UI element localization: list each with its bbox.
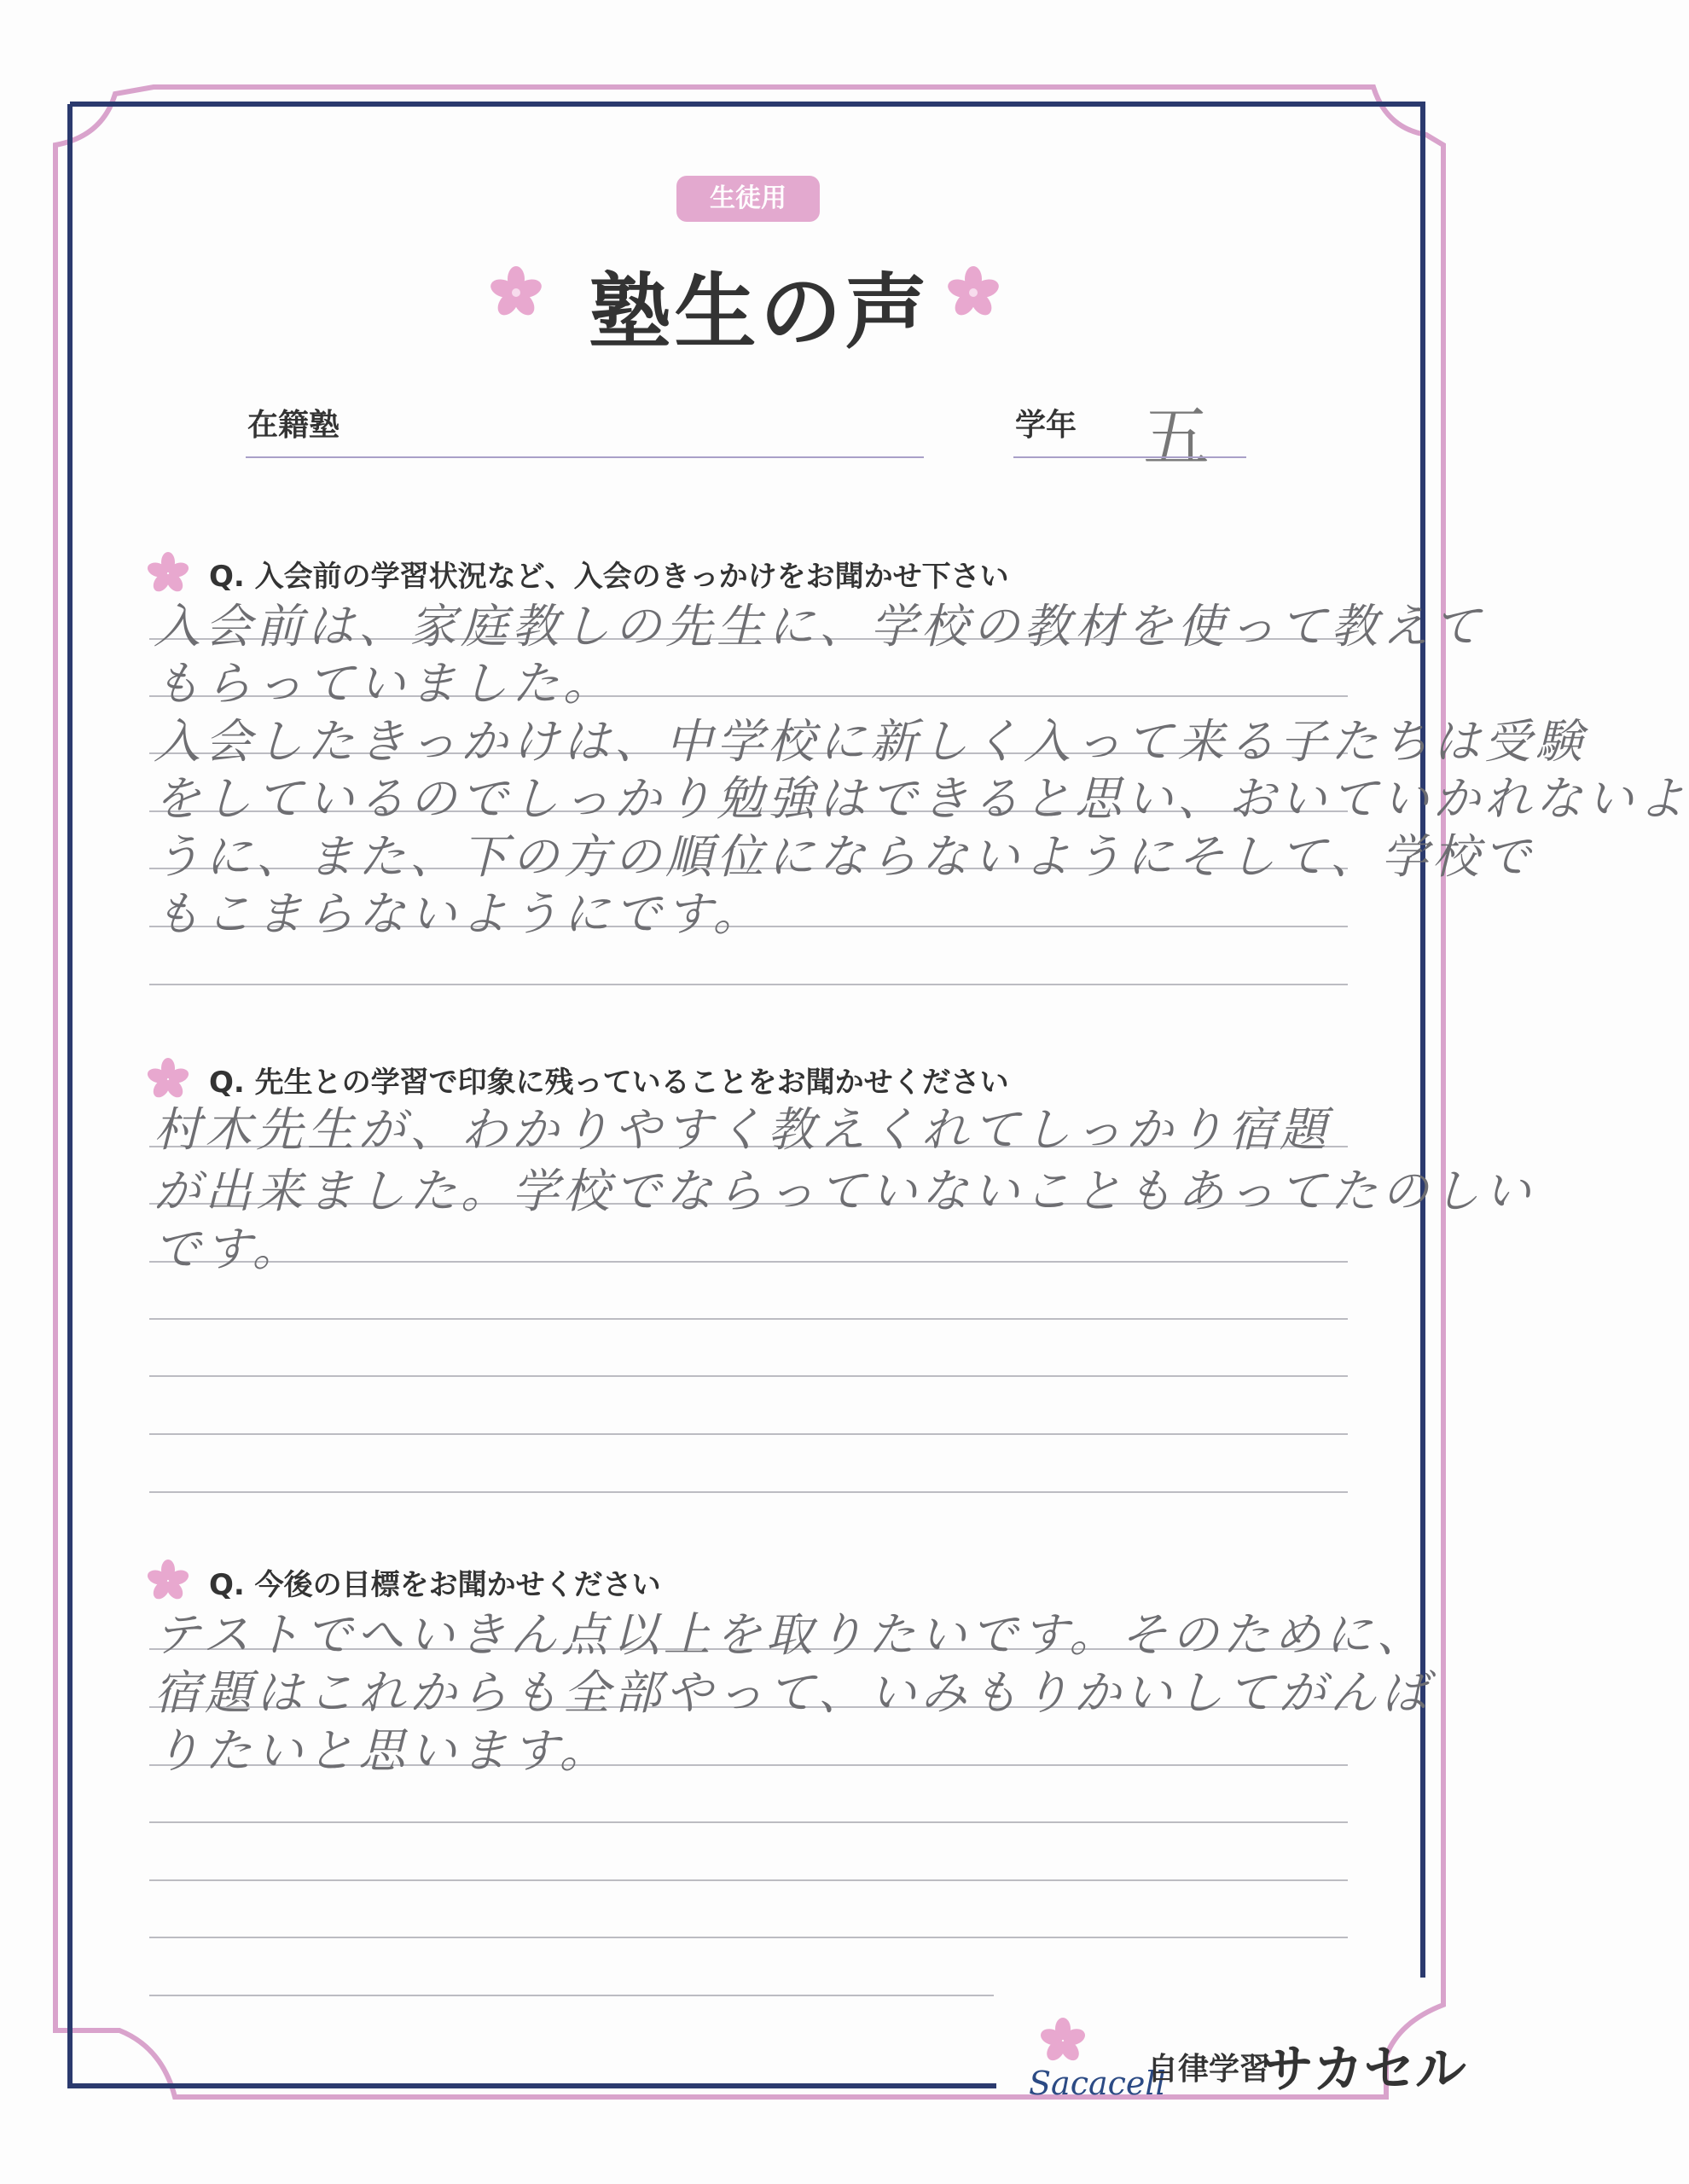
- school-label: 在籍塾: [247, 408, 340, 443]
- answer-rule: [149, 1995, 994, 1996]
- answer-1-line-5: うに、また、下の方の順位にならないようにそして、学校で: [154, 829, 1535, 884]
- answer-rule: [149, 1821, 1348, 1823]
- grade-input-line[interactable]: [1013, 456, 1246, 458]
- student-use-badge: 生徒用: [676, 176, 820, 222]
- footer-script-logo: Sacacell: [1029, 2065, 1166, 2102]
- answer-rule: [149, 1491, 1348, 1493]
- answer-rule: [149, 1433, 1348, 1435]
- answer-1-line-1: 入会前は、家庭教しの先生に、学校の教材を使って教えて: [154, 599, 1485, 653]
- question-3-label: Q. 今後の目標をお聞かせください: [209, 1568, 661, 1602]
- answer-1-line-3: 入会したきっかけは、中学校に新しく入って来る子たちは受験: [154, 714, 1587, 769]
- question-2-label: Q. 先生との学習で印象に残っていることをお聞かせください: [209, 1066, 1009, 1100]
- grade-label: 学年: [1015, 408, 1077, 443]
- answer-2-line-2: が出来ました。学校でならっていないこともあってたのしい: [154, 1164, 1535, 1218]
- answer-rule: [149, 1879, 1348, 1881]
- answer-1-line-2: もらっていました。: [154, 656, 615, 711]
- footer-brand: サカセル: [1262, 2040, 1466, 2100]
- page-title: 塾生の声: [589, 264, 931, 360]
- school-input-line[interactable]: [246, 456, 924, 458]
- answer-rule: [149, 1318, 1348, 1320]
- footer-subtitle: 自律学習: [1147, 2052, 1271, 2087]
- answer-3-line-1: テストでへいきん点以上を取りたいです。そのために、: [154, 1607, 1428, 1662]
- answer-1-line-6: もこまらないようにです。: [154, 886, 764, 941]
- answer-2-line-3: です。: [154, 1222, 304, 1276]
- question-1-label: Q. 入会前の学習状況など、入会のきっかけをお聞かせ下さい: [209, 560, 1009, 594]
- answer-rule: [149, 1937, 1348, 1938]
- answer-1-line-4: をしているのでしっかり勉強はできると思い、おいていかれないよ: [154, 771, 1689, 826]
- answer-2-line-1: 村木先生が、わかりやすく教えくれてしっかり宿題: [154, 1102, 1332, 1157]
- sakura-logo-icon: [1030, 2013, 1095, 2068]
- cherry-blossom-icon: [945, 264, 1001, 321]
- answer-3-line-3: りたいと思います。: [154, 1723, 611, 1778]
- answer-3-line-2: 宿題はこれからも全部やって、いみもりかいしてがんば: [154, 1665, 1432, 1720]
- grade-value: 五: [1143, 399, 1210, 476]
- answer-rule: [149, 1375, 1348, 1377]
- answer-rule: [149, 984, 1348, 985]
